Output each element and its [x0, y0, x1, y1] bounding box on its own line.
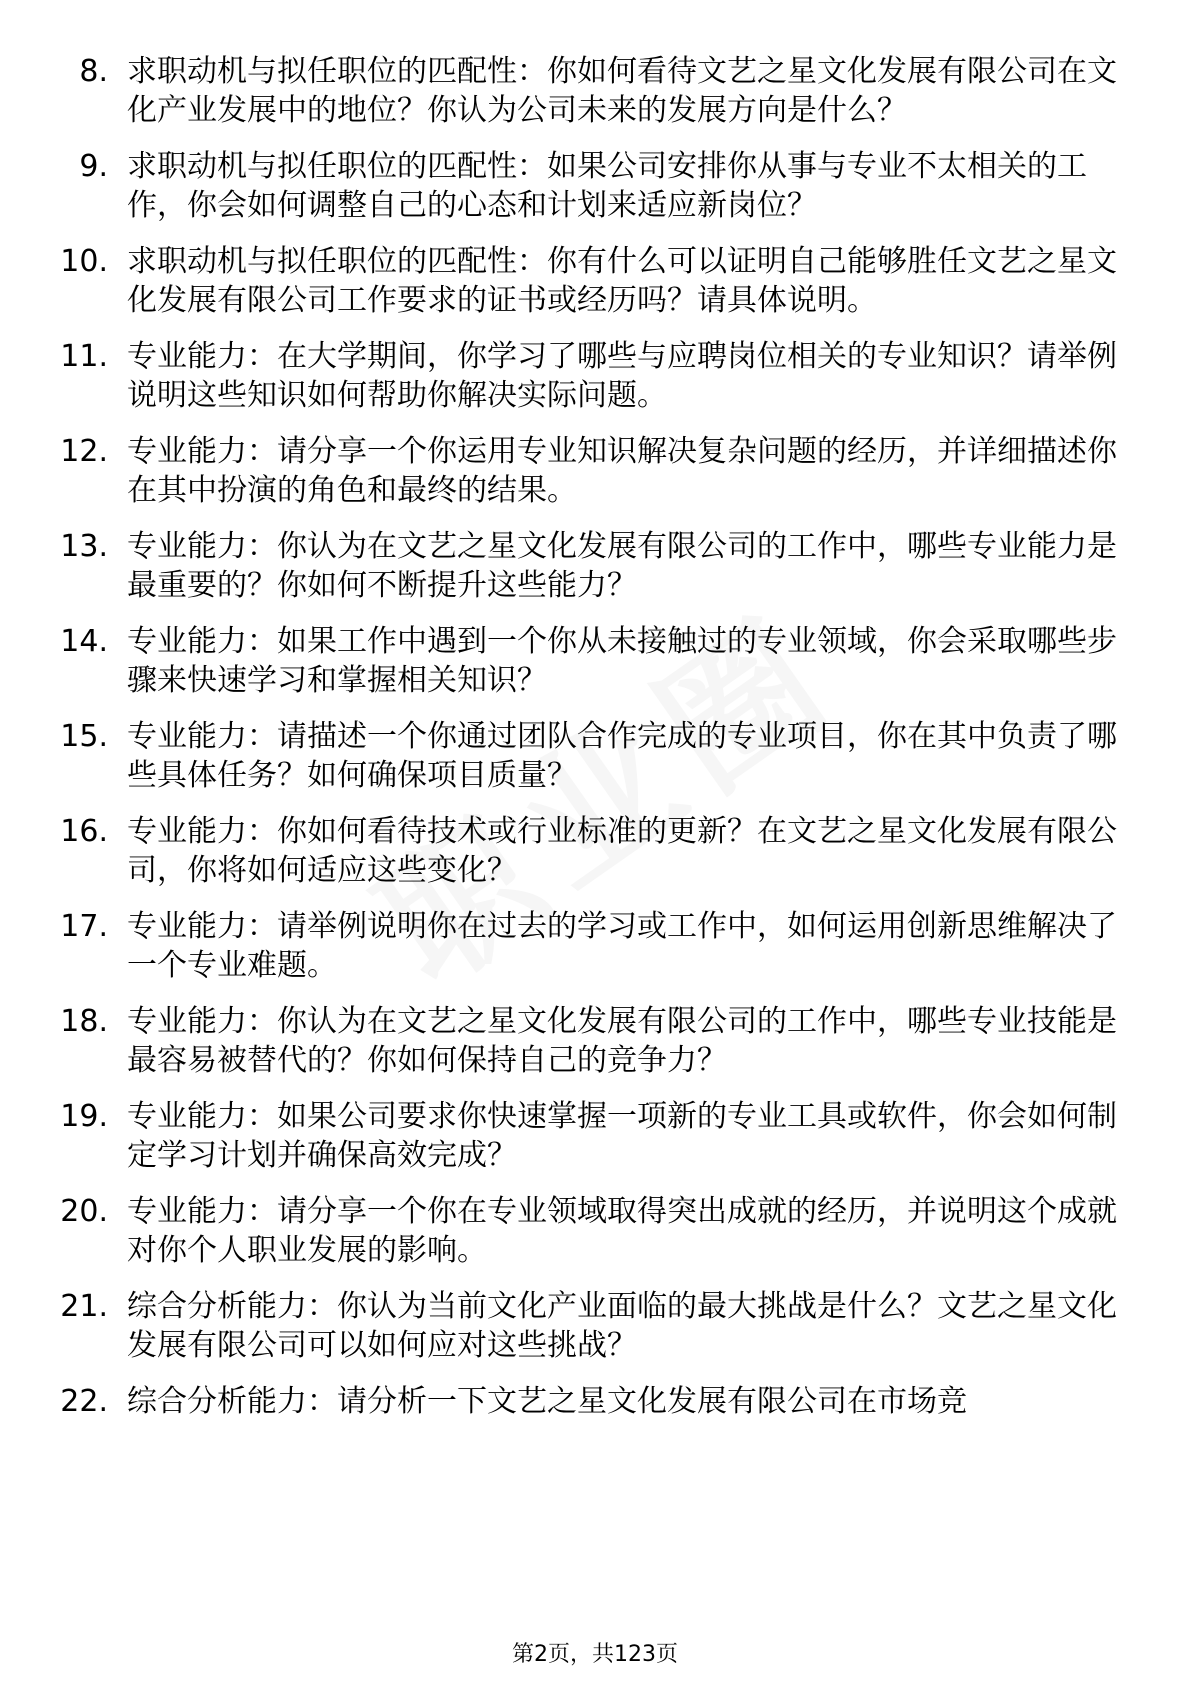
list-item [0, 147, 1190, 225]
question-text: 专业能力：在大学期间，你学习了哪些与应聘岗位相关的专业知识？请举例说明这些知识如何帮助你解决实际问题。 [127, 339, 1117, 413]
question-text: 求职动机与拟任职位的匹配性：你有什么可以证明自己能够胜任文艺之星文化发展有限公司工作要求的证书或经历吗？请具体说明。 [127, 244, 1117, 318]
question-number: 22. [60, 1384, 108, 1419]
question-number: 18. [60, 1004, 108, 1039]
list-item [0, 717, 1190, 795]
list-item [0, 432, 1190, 510]
question-text: 专业能力：如果工作中遇到一个你从未接触过的专业领域，你会采取哪些步骤来快速学习和掌握相关知识？ [127, 624, 1117, 698]
question-number: 13. [60, 529, 108, 564]
list-item [0, 337, 1190, 415]
question-number: 19. [60, 1099, 108, 1134]
question-number: 20. [60, 1194, 108, 1229]
question-text: 专业能力：如果公司要求你快速掌握一项新的专业工具或软件，你会如何制定学习计划并确保高效完成？ [127, 1099, 1117, 1173]
list-item [0, 1382, 1190, 1421]
page-footer: 第2页，共123页 [512, 1642, 678, 1667]
question-text: 求职动机与拟任职位的匹配性：你如何看待文艺之星文化发展有限公司在文化产业发展中的地位？你认为公司未来的发展方向是什么？ [127, 54, 1117, 128]
question-text: 专业能力：请分享一个你在专业领域取得突出成就的经历，并说明这个成就对你个人职业发展的影响。 [127, 1194, 1117, 1268]
list-item [0, 527, 1190, 605]
list-item [0, 622, 1190, 700]
question-text: 专业能力：请描述一个你通过团队合作完成的专业项目，你在其中负责了哪些具体任务？如何确保项目质量？ [127, 719, 1117, 793]
question-number: 14. [60, 624, 108, 659]
question-text: 综合分析能力：请分析一下文艺之星文化发展有限公司在市场竞 [127, 1384, 967, 1419]
question-number: 10. [60, 244, 108, 279]
list-item [0, 907, 1190, 985]
list-item [0, 1287, 1190, 1365]
question-number: 16. [60, 814, 108, 849]
question-number: 15. [60, 719, 108, 754]
question-number: 11. [60, 339, 108, 374]
question-list [0, 52, 1190, 1438]
question-text: 综合分析能力：你认为当前文化产业面临的最大挑战是什么？文艺之星文化发展有限公司可以如何应对这些挑战？ [127, 1289, 1117, 1363]
list-item [0, 1097, 1190, 1175]
question-number: 17. [60, 909, 108, 944]
question-text: 求职动机与拟任职位的匹配性：如果公司安排你从事与专业不太相关的工作，你会如何调整自己的心态和计划来适应新岗位？ [127, 149, 1087, 223]
question-number: 9. [79, 149, 108, 184]
question-text: 专业能力：你认为在文艺之星文化发展有限公司的工作中，哪些专业技能是最容易被替代的？你如何保持自己的竞争力？ [127, 1004, 1117, 1078]
list-item [0, 1192, 1190, 1270]
list-item [0, 242, 1190, 320]
list-item [0, 1002, 1190, 1080]
question-text: 专业能力：你认为在文艺之星文化发展有限公司的工作中，哪些专业能力是最重要的？你如何不断提升这些能力？ [127, 529, 1117, 603]
question-number: 12. [60, 434, 108, 469]
question-text: 专业能力：请举例说明你在过去的学习或工作中，如何运用创新思维解决了一个专业难题。 [127, 909, 1117, 983]
list-item [0, 812, 1190, 890]
question-number: 21. [60, 1289, 108, 1324]
question-number: 8. [79, 54, 108, 89]
list-item [0, 52, 1190, 130]
question-text: 专业能力：请分享一个你运用专业知识解决复杂问题的经历，并详细描述你在其中扮演的角色和最终的结果。 [127, 434, 1117, 508]
question-text: 专业能力：你如何看待技术或行业标准的更新？在文艺之星文化发展有限公司，你将如何适应这些变化？ [127, 814, 1117, 888]
